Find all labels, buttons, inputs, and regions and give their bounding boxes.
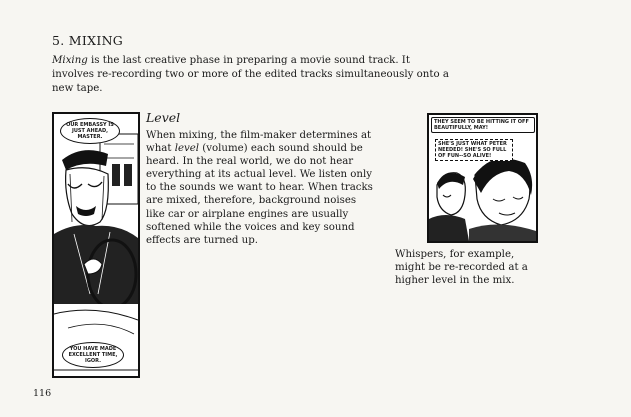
section-heading: 5. MIXING xyxy=(52,33,124,48)
intro-term: Mixing xyxy=(52,55,88,66)
figure-caption: Whispers, for example, might be re-recorded at a higher level in the mix. xyxy=(395,249,528,287)
section-intro xyxy=(52,54,452,96)
thought-balloon-right: SHE'S JUST WHAT PETER NEEDED! SHE'S SO FULL OF FUN--SO ALIVE! xyxy=(435,139,513,161)
level-term: level xyxy=(174,143,200,155)
level-title: Level xyxy=(146,110,181,125)
comic-panel-left xyxy=(52,112,140,378)
comic-illustration-left xyxy=(54,114,138,376)
level-text-1: When mixing, the film-maker determines at what xyxy=(146,130,372,155)
level-text-2: (volume) each sound should be heard. In the real world, we do not hear everything at its actual level. We listen only to the sounds we want to hear. When tracks are mixed, therefore, background noises like car or airplane engines are usually softened while the voices and key sound effects are turned up. xyxy=(146,143,373,246)
intro-text: is the last creative phase in preparing a movie sound track. It involves re-recording two or more of the edited tracks simultaneously onto a new tape. xyxy=(52,55,449,94)
page-number: 116 xyxy=(33,388,52,399)
speech-balloon-top: OUR EMBASSY IS JUST AHEAD, MASTER. xyxy=(60,118,120,144)
speech-balloon-bottom: YOU HAVE MADE EXCELLENT TIME, IGOR. xyxy=(62,342,124,368)
level-paragraph xyxy=(146,129,378,247)
comic-panel-right xyxy=(427,113,538,243)
comic-illustration-right xyxy=(429,115,536,241)
speech-balloon-right-top: THEY SEEM TO BE HITTING IT OFF BEAUTIFULLY, MAY! xyxy=(431,117,535,133)
